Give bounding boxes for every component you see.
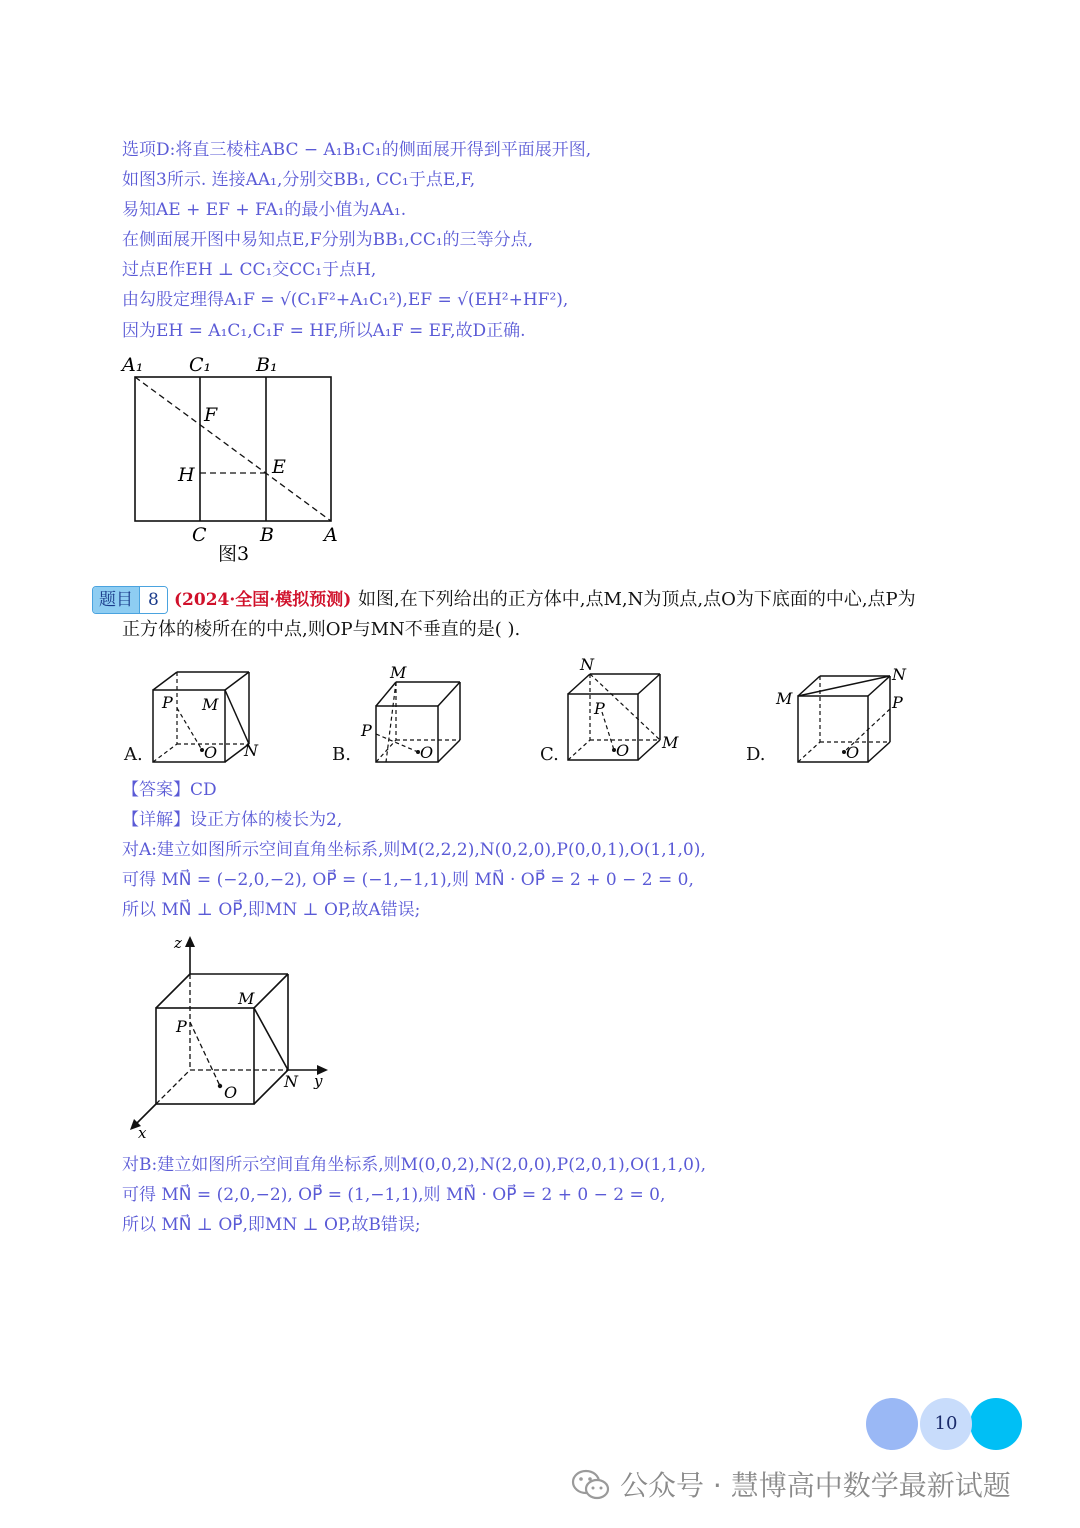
detail-a-line-3: 所以 MN⃗ ⊥ OP⃗,即MN ⊥ OP,故A错误; <box>122 900 421 920</box>
option-d-label: D. <box>746 744 766 765</box>
page-number: 10 <box>934 1413 958 1434</box>
detail-intro: 设正方体的棱长为2, <box>190 810 343 830</box>
axis-cube-figure <box>120 932 340 1144</box>
detail-a-line-1: 对A:建立如图所示空间直角坐标系,则M(2,2,2),N(0,2,0),P(0,0,1),O(1,1,0), <box>122 840 706 860</box>
fig3-label-c: C <box>192 524 207 546</box>
axis-label-x: x <box>138 1124 147 1142</box>
question-text-line-1: 如图,在下列给出的正方体中,点M,N为顶点,点O为下底面的中心,点P为 <box>358 589 916 610</box>
option-a-point-p: P <box>162 693 173 712</box>
fig3-caption: 图3 <box>218 543 250 565</box>
question-source: (2024·全国·模拟预测) <box>174 590 352 610</box>
fig3-label-e: E <box>272 456 286 478</box>
page-circle-left <box>866 1398 918 1450</box>
fig3-label-c1: C₁ <box>189 354 212 376</box>
option-a-point-m: M <box>202 695 219 714</box>
solution-line-5: 过点E作EH ⊥ CC₁交CC₁于点H, <box>122 260 377 280</box>
axis-label-y: y <box>314 1072 323 1090</box>
answer-tag: 【答案】 <box>122 780 190 800</box>
solution-line-7: 因为EH = A₁C₁,C₁F = HF,所以A₁F = EF,故D正确. <box>122 321 526 341</box>
axis-label-z: z <box>174 934 182 952</box>
axis-point-o: O <box>224 1083 238 1102</box>
solution-line-1: 选项D:将直三棱柱ABC − A₁B₁C₁的侧面展开得到平面展开图, <box>122 140 592 160</box>
question-badge-label: 题目 <box>93 587 139 613</box>
question-badge <box>92 586 168 614</box>
fig3-label-b1: B₁ <box>256 354 278 376</box>
option-b-point-p: P <box>361 721 372 740</box>
solution-line-3: 易知AE + EF + FA₁的最小值为AA₁. <box>122 200 407 220</box>
solution-line-4: 在侧面展开图中易知点E,F分别为BB₁,CC₁的三等分点, <box>122 230 534 250</box>
fig3-label-h: H <box>178 464 195 486</box>
option-d-point-o: O <box>846 743 860 762</box>
detail-intro-line <box>122 809 342 831</box>
figure-3-unfolded-prism <box>110 345 370 570</box>
detail-b-line-3: 所以 MN⃗ ⊥ OP⃗,即MN ⊥ OP,故B错误; <box>122 1215 421 1235</box>
detail-b-line-2: 可得 MN⃗ = (2,0,−2), OP⃗ = (1,−1,1),则 MN⃗ · OP⃗ = 2 + 0 − 2 = 0, <box>122 1185 666 1205</box>
detail-a-line-2: 可得 MN⃗ = (−2,0,−2), OP⃗ = (−1,−1,1),则 MN⃗ · OP⃗ = 2 + 0 − 2 = 0, <box>122 870 694 890</box>
option-c-cube <box>566 656 696 768</box>
axis-point-p: P <box>176 1017 187 1036</box>
fig3-label-a1: A₁ <box>122 354 144 376</box>
axis-point-m: M <box>238 989 255 1008</box>
option-a-point-n: N <box>244 741 258 760</box>
option-c-point-p: P <box>594 699 605 718</box>
option-d-point-n: N <box>892 665 906 684</box>
fig3-label-b: B <box>260 524 274 546</box>
option-c-point-o: O <box>616 741 630 760</box>
option-d-point-p: P <box>892 693 903 712</box>
wechat-icon <box>570 1468 612 1502</box>
page-circle-right <box>970 1398 1022 1450</box>
fig3-diag-aa1 <box>135 377 331 521</box>
option-b-point-m: M <box>390 663 407 682</box>
option-b-cube <box>358 662 478 772</box>
question-text-line-2: 正方体的棱所在的中点,则OP与MN不垂直的是( ). <box>122 619 521 640</box>
fig3-label-a: A <box>324 524 338 546</box>
solution-line-6: 由勾股定理得A₁F = √(C₁F²+A₁C₁²),EF = √(EH²+HF²), <box>122 290 569 310</box>
option-c-label: C. <box>540 744 559 765</box>
option-d-cube <box>772 660 922 770</box>
answer-value: CD <box>190 780 217 800</box>
question-number: 8 <box>139 587 167 613</box>
answer-line <box>122 779 217 801</box>
option-c-point-n: N <box>580 656 594 674</box>
option-a-cube <box>150 668 270 768</box>
footer-watermark-text: 公众号 · 慧博高中数学最新试题 <box>620 1469 1011 1502</box>
option-b-point-o: O <box>420 743 434 762</box>
detail-tag: 【详解】 <box>122 810 190 830</box>
axis-point-n: N <box>284 1072 298 1091</box>
option-d-point-m: M <box>776 689 793 708</box>
option-a-point-o: O <box>204 743 218 762</box>
option-b-label: B. <box>332 744 351 765</box>
option-a-label: A. <box>124 744 143 765</box>
solution-line-2: 如图3所示. 连接AA₁,分别交BB₁, CC₁于点E,F, <box>122 170 476 190</box>
fig3-label-f: F <box>204 404 218 426</box>
detail-b-line-1: 对B:建立如图所示空间直角坐标系,则M(0,0,2),N(2,0,0),P(2,0,1),O(1,1,0), <box>122 1155 706 1175</box>
option-c-point-m: M <box>662 733 679 752</box>
